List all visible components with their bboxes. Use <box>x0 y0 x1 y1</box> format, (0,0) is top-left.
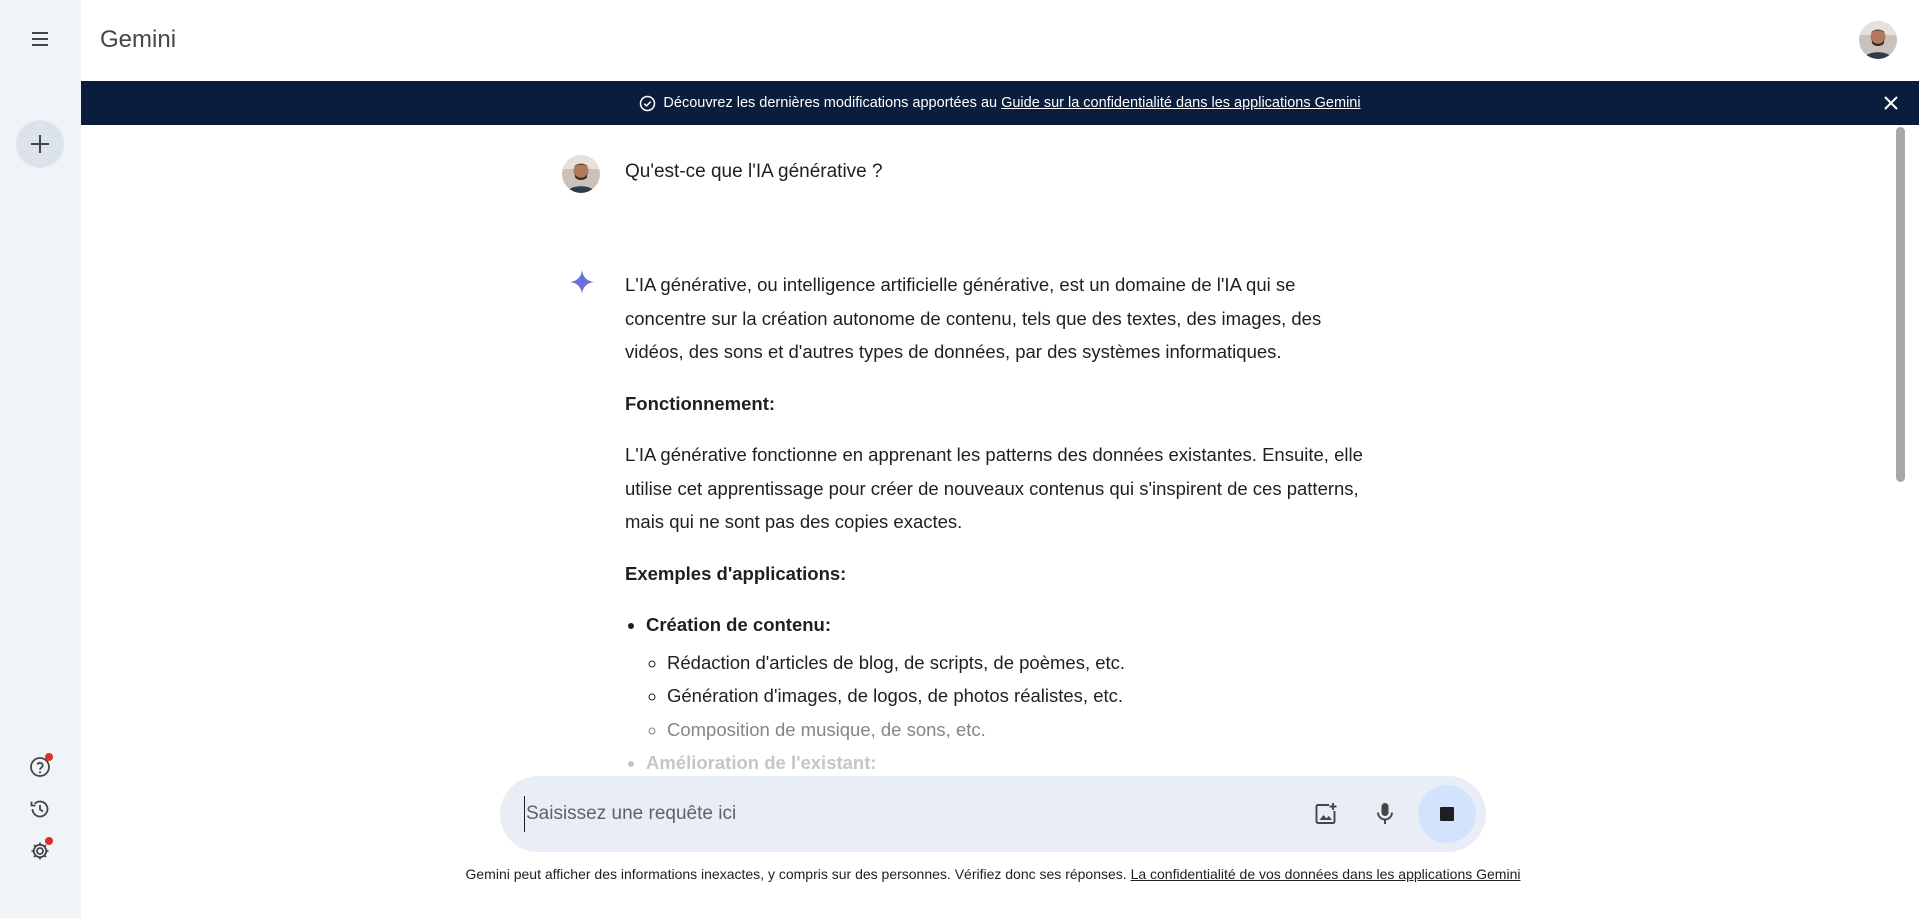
list-item <box>646 746 1365 775</box>
prompt-input[interactable] <box>524 796 1284 832</box>
settings-button[interactable] <box>25 836 55 866</box>
list-item <box>646 608 1365 746</box>
privacy-banner <box>81 81 1919 125</box>
new-chat-button[interactable] <box>16 120 64 168</box>
activity-button[interactable] <box>25 794 55 824</box>
examples-list <box>646 608 1365 775</box>
side-rail <box>0 0 81 918</box>
account-avatar[interactable] <box>1859 21 1897 59</box>
stop-icon <box>1439 806 1455 822</box>
response-intro: L'IA générative, ou intelligence artificielle générative, est un domaine de l'IA qui se concentre sur la création autonome de contenu, tels que des textes, des images, des vidéos, des sons et d'autres types de données, par des systèmes informatiques. <box>625 274 1322 362</box>
sub-list <box>667 646 1365 747</box>
user-avatar-icon <box>562 155 600 193</box>
list-item-title: Amélioration de l'existant: <box>646 752 877 773</box>
stop-generation-button[interactable] <box>1418 785 1476 843</box>
privacy-guide-link[interactable]: Guide sur la confidentialité dans les applications Gemini <box>1001 95 1361 111</box>
microphone-button[interactable] <box>1367 796 1403 832</box>
response-heading-exemples: Exemples d'applications: <box>625 562 847 584</box>
conversation-area <box>81 125 1894 775</box>
add-image-button[interactable] <box>1308 796 1344 832</box>
app-title: Gemini <box>100 26 177 53</box>
model-response <box>625 268 1365 775</box>
banner-close-button[interactable] <box>1881 93 1901 113</box>
help-button[interactable] <box>25 752 55 782</box>
response-paragraph: L'IA générative fonctionne en apprenant les patterns des données existantes. Ensuite, elle utilise cet apprentissage pour créer de nouveaux contenus qui s'inspirent de ces patterns, mais qui ne sont pas des copies exactes. <box>625 444 1363 532</box>
disclaimer-text: Gemini peut afficher des informations inexactes, y compris sur des personnes. Vérifiez donc ses réponses. <box>465 866 1127 882</box>
gemini-spark-icon <box>568 268 596 296</box>
sub-list-item: ◦ Rédaction d'articles de blog, de scripts, de poèmes, etc. <box>667 646 1365 680</box>
microphone-icon <box>1373 801 1397 827</box>
main-menu-button[interactable] <box>24 26 56 52</box>
add-image-icon <box>1313 801 1339 827</box>
user-avatar-icon <box>1859 21 1897 59</box>
settings-notification-dot <box>45 837 53 845</box>
list-item-title: Création de contenu: <box>646 614 832 635</box>
hamburger-menu-icon <box>24 26 56 52</box>
history-icon <box>29 798 51 820</box>
user-query-text: Qu'est-ce que l'IA générative ? <box>625 161 883 182</box>
footer-disclaimer <box>440 865 1546 884</box>
close-icon <box>1881 93 1901 113</box>
privacy-link[interactable]: La confidentialité de vos données dans les applications Gemini <box>1130 866 1521 882</box>
verified-check-icon <box>639 95 656 112</box>
top-header <box>81 0 1919 81</box>
banner-text: Découvrez les dernières modifications apportées au <box>663 95 998 111</box>
user-message-row <box>562 155 600 193</box>
user-message-avatar <box>562 155 600 193</box>
scrollbar-thumb[interactable] <box>1896 127 1905 482</box>
response-heading-fonctionnement: Fonctionnement: <box>625 392 776 414</box>
sub-list-item: ◦ Composition de musique, de sons, etc. <box>667 713 1365 747</box>
plus-icon <box>29 133 51 155</box>
sub-list-item: ◦ Génération d'images, de logos, de photos réalistes, etc. <box>667 679 1365 713</box>
prompt-bar <box>500 776 1486 852</box>
help-notification-dot <box>45 753 53 761</box>
